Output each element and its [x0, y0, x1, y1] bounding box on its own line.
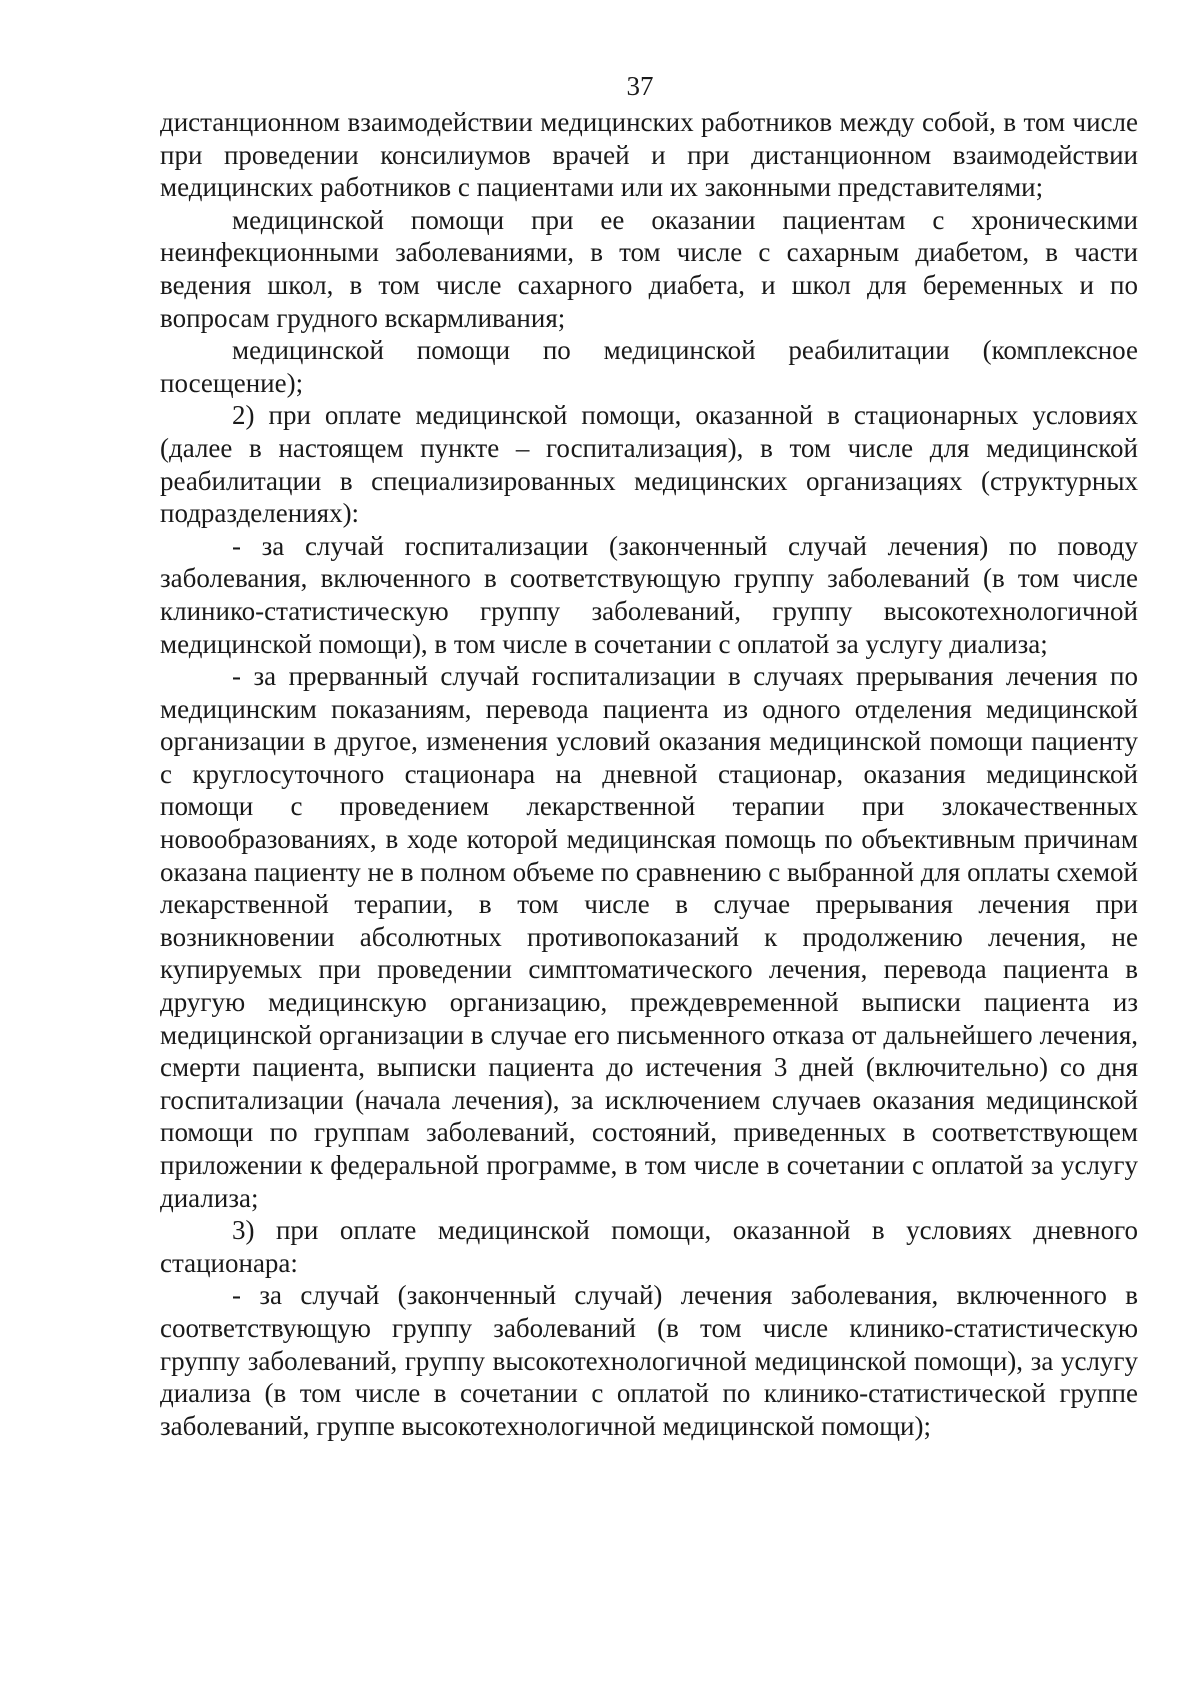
paragraph: медицинской помощи при ее оказании пациентам с хроническими неинфекционными заболеваниями, в том числе с сахарным диабетом, в части ведения школ, в том числе сахарного диабета, и школ для беременных и по вопросам грудного вскармливания;: [160, 204, 1138, 333]
page-number: 37: [626, 71, 654, 101]
paragraph: - за случай (законченный случай) лечения заболевания, включенного в соответствующую группу заболеваний (в том числе клинико-статистическую группу заболеваний, группу высокотехнологичной медицинской помощи), за услугу диализа (в том числе в сочетании с оплатой по клинико-статистической группе заболеваний, группе высокотехнологичной медицинской помощи);: [160, 1280, 1138, 1441]
paragraph: медицинской помощи по медицинской реабилитации (комплексное посещение);: [160, 335, 1138, 398]
paragraph: дистанционном взаимодействии медицинских работников между собой, в том числе при проведении консилиумов врачей и при дистанционном взаимодействии медицинских работников с пациентами или их законными представителями;: [160, 107, 1138, 203]
paragraph: - за случай госпитализации (законченный случай лечения) по поводу заболевания, включенного в соответствующую группу заболеваний (в том числе клинико-статистическую группу заболеваний, группу высокотехнологичной медицинской помощи), в том числе в сочетании с оплатой за услугу диализа;: [160, 530, 1138, 659]
document-body: [160, 106, 1138, 1442]
paragraph: 2) при оплате медицинской помощи, оказанной в стационарных условиях (далее в настоящем пункте – госпитализация), в том числе для медицинской реабилитации в специализированных медицинских организациях (структурных подразделениях):: [160, 400, 1138, 529]
paragraph: 3) при оплате медицинской помощи, оказанной в условиях дневного стационара:: [160, 1215, 1138, 1278]
paragraph: - за прерванный случай госпитализации в случаях прерывания лечения по медицинским показаниям, перевода пациента из одного отделения медицинской организации в другое, изменения условий оказания медицинской помощи пациенту с круглосуточного стационара на дневной стационар, оказания медицинской помощи с проведением лекарственной терапии при злокачественных новообразованиях, в ходе которой медицинская помощь по объективным причинам оказана пациенту не в полном объеме по сравнению с выбранной для оплаты схемой лекарственной терапии, в том числе в случае прерывания лечения при возникновении абсолютных противопоказаний к продолжению лечения, не купируемых при проведении симптоматического лечения, перевода пациента в другую медицинскую организацию, преждевременной выписки пациента из медицинской организации в случае его письменного отказа от дальнейшего лечения, смерти пациента, выписки пациента до истечения 3 дней (включительно) со дня госпитализации (начала лечения), за исключением случаев оказания медицинской помощи по группам заболеваний, состояний, приведенных в соответствующем приложении к федеральной программе, в том числе в сочетании с оплатой за услугу диализа;: [160, 661, 1138, 1213]
